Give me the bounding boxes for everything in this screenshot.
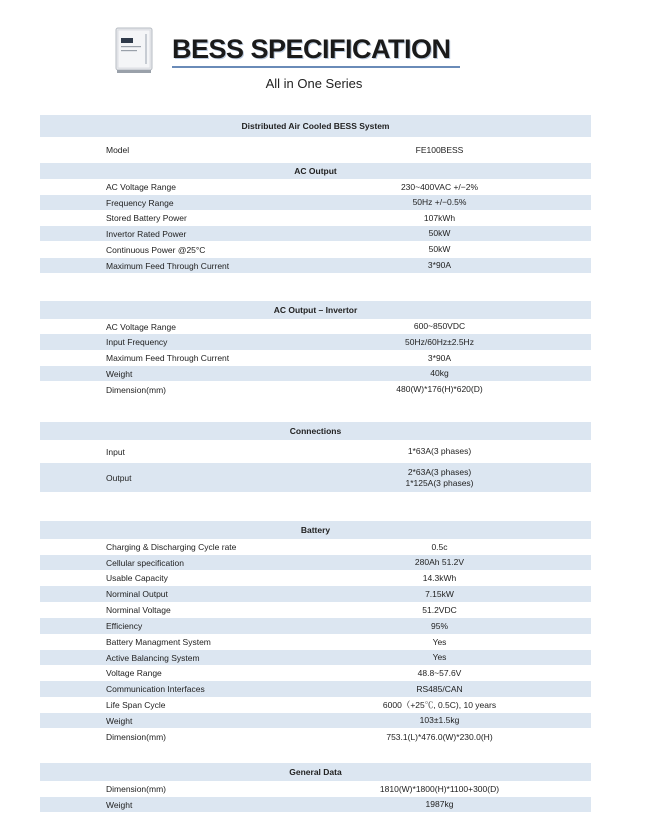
- row-label: Norminal Output: [106, 589, 168, 599]
- row-label: Communication Interfaces: [106, 684, 205, 694]
- table-row: [40, 681, 591, 697]
- row-value: 1*63A(3 phases): [407, 446, 472, 456]
- section-title-ac-output-invertor: AC Output – Invertor: [40, 301, 591, 319]
- row-value: 7.15kW: [425, 588, 454, 599]
- row-value: 600~850VDC: [413, 321, 466, 331]
- table-row: [40, 697, 591, 713]
- row-label: Frequency Range: [106, 197, 174, 208]
- row-value: 3*90A: [427, 352, 452, 363]
- section-system: [40, 115, 591, 163]
- row-label: Weight: [106, 368, 133, 379]
- row-value: 230~400VAC +/−2%: [400, 181, 479, 192]
- table-row: [40, 381, 591, 398]
- table-row: [40, 241, 591, 258]
- row-value: 1987kg: [425, 799, 454, 809]
- row-value: 50kW: [428, 244, 451, 254]
- table-row: [40, 797, 591, 812]
- table-row: [40, 463, 591, 492]
- row-value: Yes: [432, 636, 447, 647]
- row-label: Dimension(mm): [106, 384, 166, 395]
- row-value: 6000（+25℃, 0.5C), 10 years: [382, 699, 497, 710]
- row-value: 2*63A(3 phases): [407, 466, 472, 477]
- row-label: Maximum Feed Through Current: [106, 353, 230, 363]
- row-value: 95%: [430, 620, 448, 631]
- row-value: 40kg: [430, 368, 449, 378]
- row-label: Efficiency: [106, 621, 143, 631]
- row-value: 50kW: [428, 228, 451, 238]
- row-value: 48.8~57.6V: [417, 667, 462, 678]
- row-label: Input Frequency: [106, 337, 168, 347]
- row-label: Voltage Range: [106, 668, 162, 678]
- table-row: [40, 555, 591, 570]
- table-row: [40, 366, 591, 381]
- row-value: 103±1.5kg: [419, 715, 460, 725]
- row-label: Battery Managment System: [106, 637, 211, 647]
- row-label: Input: [106, 446, 125, 457]
- table-row: [40, 570, 591, 586]
- row-value: 280Ah 51.2V: [414, 557, 465, 567]
- row-label: Usable Capacity: [106, 573, 168, 583]
- row-value: 3*90A: [427, 260, 452, 270]
- table-row: [40, 713, 591, 728]
- table-row: [40, 728, 591, 746]
- title-underline: [172, 66, 460, 68]
- section-title-ac-output: AC Output: [40, 163, 591, 179]
- row-value: 1810(W)*1800(H)*1100+300(D): [379, 783, 500, 794]
- row-label: Model: [106, 145, 130, 155]
- table-row: [40, 602, 591, 618]
- row-value: 107kWh: [423, 212, 456, 223]
- table-row: [40, 586, 591, 602]
- table-row: [40, 350, 591, 366]
- row-value: RS485/CAN: [416, 683, 463, 694]
- section-title-connections: Connections: [40, 422, 591, 440]
- row-value: 753.1(L)*476.0(W)*230.0(H): [386, 731, 493, 742]
- row-value: 0.5c: [431, 541, 448, 552]
- table-row: [40, 440, 591, 463]
- section-ac-output: [40, 163, 591, 273]
- row-value-secondary: 1*125A(3 phases): [405, 477, 474, 488]
- section-general: [40, 763, 591, 812]
- row-label: Stored Battery Power: [106, 213, 187, 223]
- table-row: [40, 137, 591, 163]
- section-title-battery: Battery: [40, 521, 591, 539]
- row-value: 51.2VDC: [422, 604, 457, 615]
- row-value: FE100BESS: [415, 144, 464, 155]
- row-label: Continuous Power @25°C: [106, 244, 206, 255]
- row-label: Cellular specification: [106, 557, 184, 568]
- table-row: [40, 539, 591, 555]
- table-row: [40, 781, 591, 797]
- section-battery: [40, 521, 591, 746]
- section-connections: [40, 422, 591, 492]
- table-row: [40, 258, 591, 273]
- section-title-general: General Data: [40, 763, 591, 781]
- section-ac-output-invertor: [40, 301, 591, 398]
- row-label: AC Voltage Range: [106, 321, 176, 332]
- section-title-system: Distributed Air Cooled BESS System: [40, 115, 591, 137]
- row-label: Life Span Cycle: [106, 700, 166, 710]
- table-row: [40, 334, 591, 350]
- table-row: [40, 319, 591, 334]
- table-row: [40, 665, 591, 681]
- table-row: [40, 634, 591, 650]
- table-row: [40, 650, 591, 665]
- table-row: [40, 179, 591, 195]
- page-subtitle: All in One Series: [265, 76, 363, 91]
- row-value: 50Hz/60Hz±2.5Hz: [405, 336, 474, 347]
- row-label: Norminal Voltage: [106, 605, 171, 615]
- bess-cabinet-icon: [115, 26, 155, 74]
- row-label: Active Balancing System: [106, 652, 200, 663]
- row-label: AC Voltage Range: [106, 182, 176, 192]
- row-label: Charging & Discharging Cycle rate: [106, 542, 237, 552]
- table-row: [40, 618, 591, 634]
- row-label: Maximum Feed Through Current: [106, 260, 230, 271]
- row-label: Weight: [106, 799, 133, 810]
- row-label: Dimension(mm): [106, 732, 166, 742]
- table-row: [40, 195, 591, 210]
- row-value: 480(W)*176(H)*620(D): [396, 384, 483, 394]
- table-row: [40, 210, 591, 226]
- row-value: 50Hz +/−0.5%: [412, 197, 467, 207]
- row-value: Yes: [432, 652, 447, 662]
- table-row: [40, 226, 591, 241]
- row-value: 14.3kWh: [422, 572, 457, 583]
- row-label: Dimension(mm): [106, 784, 166, 794]
- row-label: Invertor Rated Power: [106, 228, 187, 239]
- row-label: Weight: [106, 715, 133, 726]
- page-title: BESS SPECIFICATION: [172, 34, 451, 64]
- row-label: Output: [106, 472, 132, 483]
